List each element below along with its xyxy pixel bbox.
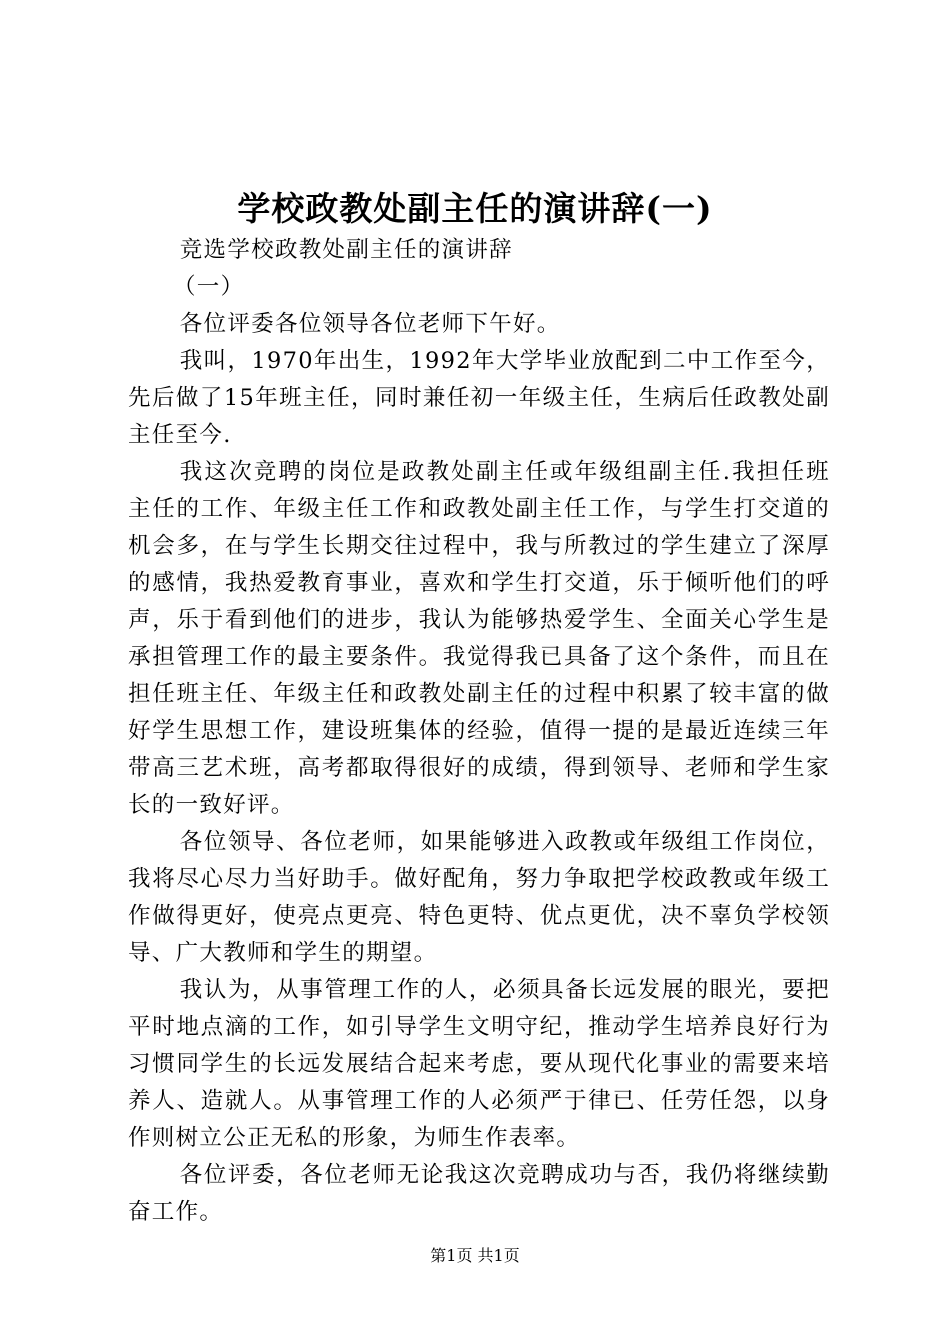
document-body [128,232,830,1231]
paragraph-management-view: 我认为，从事管理工作的人，必须具备长远发展的眼光，要把平时地点滴的工作，如引导学生文明守纪，推动学生培养良好行为习惯同学生的长远发展结合起来考虑，要从现代化事业的需要来培养人、造就人。从事管理工作的人必须严于律已、任劳任怨，以身作则树立公正无私的形象，为师生作表率。 [128,977,830,1151]
subtitle: 竞选学校政教处副主任的演讲辞 [179,237,513,263]
paragraph-closing: 各位评委，各位老师无论我这次竞聘成功与否，我仍将继续勤奋工作。 [128,1162,830,1225]
paragraph-commitment: 各位领导、各位老师，如果能够进入政教或年级组工作岗位，我将尽心尽力当好助手。做好配角，努力争取把学校政教或年级工作做得更好，使亮点更亮、特色更特、优点更优，决不辜负学校领导、广大教师和学生的期望。 [128,829,830,966]
subtitle-number: （一） [173,274,245,300]
paragraph-greeting: 各位评委各位领导各位老师下午好。 [179,311,561,337]
paragraph-introduction: 我叫，1970年出生，1992年大学毕业放配到二中工作至今，先后做了15年班主任，同时兼任初一年级主任，生病后任政教处副主任至今. [128,348,830,448]
paragraph-position-experience: 我这次竞聘的岗位是政教处副主任或年级组副主任.我担任班主任的工作、年级主任工作和政教处副主任工作，与学生打交道的机会多，在与学生长期交往过程中，我与所教过的学生建立了深厚的感情，我热爱教育事业，喜欢和学生打交道，乐于倾听他们的呼声，乐于看到他们的进步，我认为能够热爱学生、全面关心学生是承担管理工作的最主要条件。我觉得我已具备了这个条件，而且在担任班主任、年级主任和政教处副主任的过程中积累了较丰富的做好学生思想工作，建设班集体的经验，值得一提的是最近连续三年带高三艺术班，高考都取得很好的成绩，得到领导、老师和学生家长的一致好评。 [128,459,830,818]
document-title: 学校政教处副主任的演讲辞(一) [237,189,713,228]
page-number-footer: 第1页 共1页 [430,1246,520,1265]
